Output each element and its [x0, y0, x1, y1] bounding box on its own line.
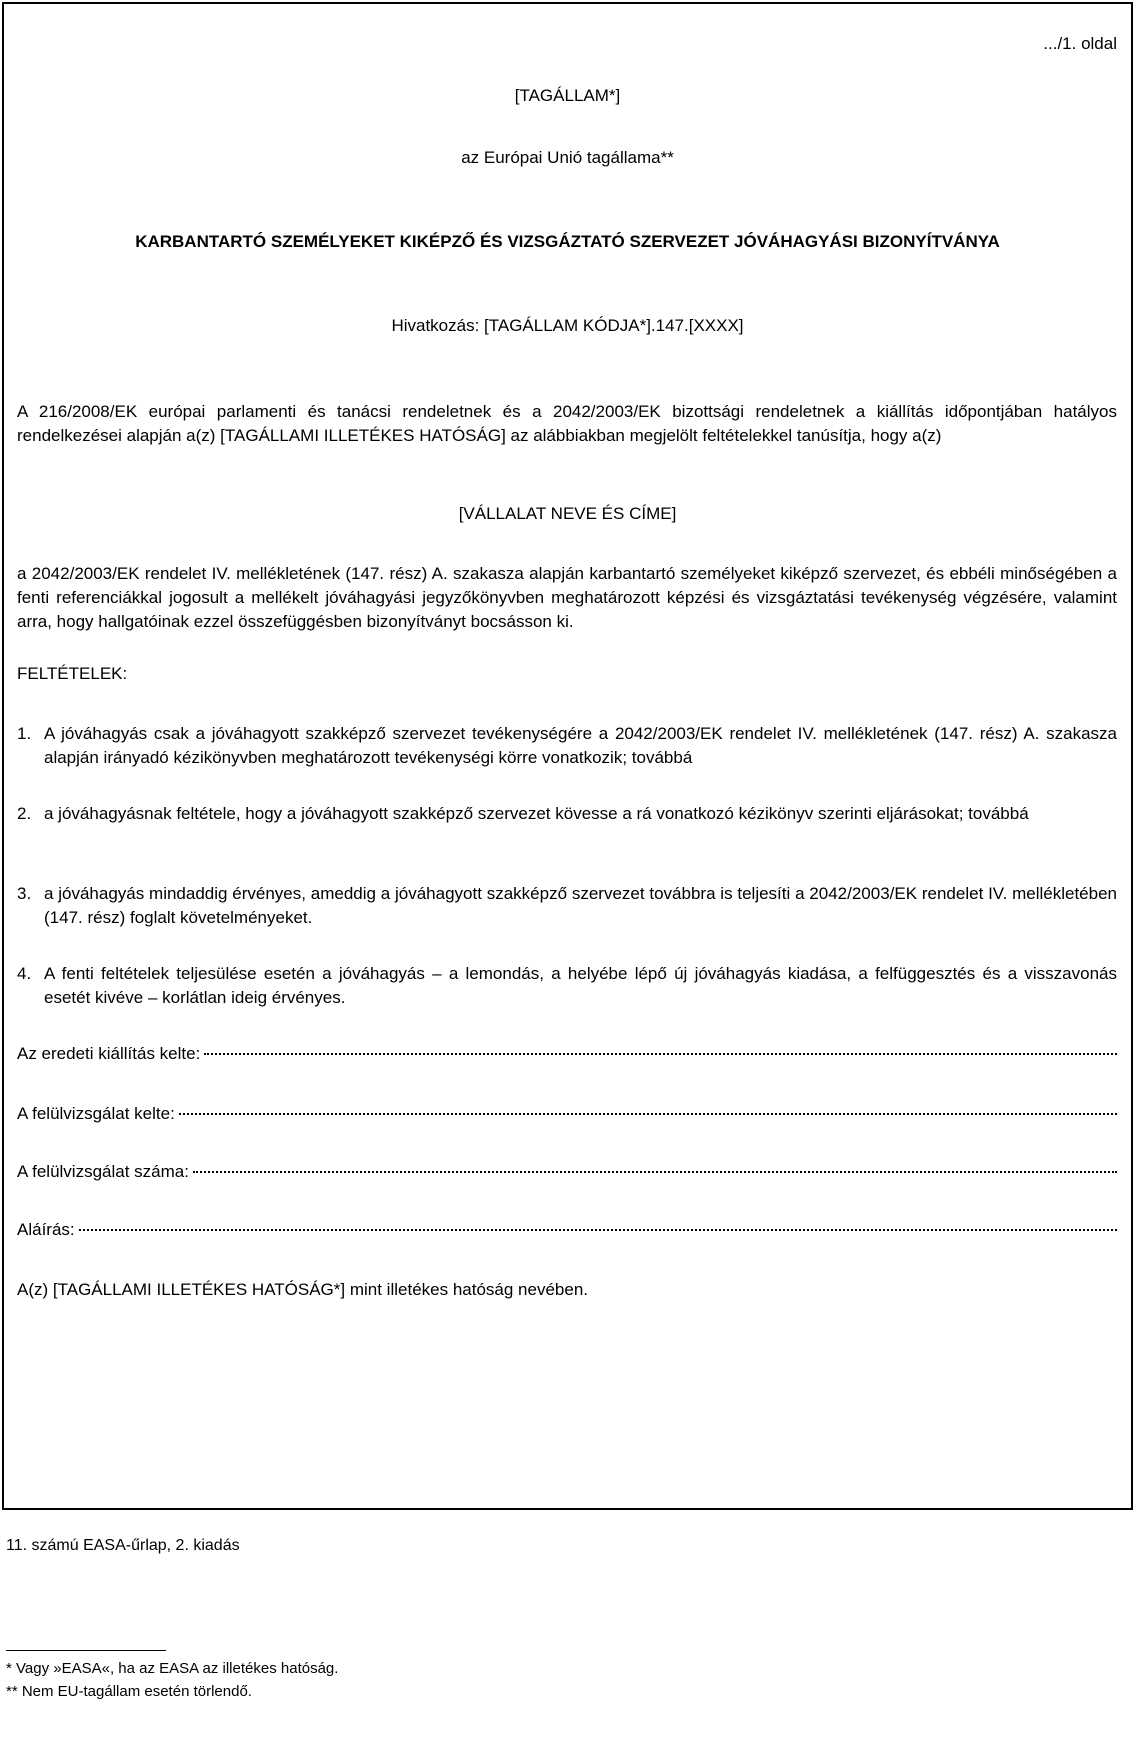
footnote-separator [6, 1650, 166, 1651]
review-number-field [17, 1160, 1117, 1184]
footnote: * Vagy »EASA«, ha az EASA az illetékes hatóság. [6, 1660, 339, 1677]
review-number-dotted-line [193, 1171, 1117, 1173]
certificate-frame [2, 2, 1133, 1510]
intro-paragraph: A 216/2008/EK európai parlamenti és tanácsi rendeletnek és a 2042/2003/EK bizottsági rendeletnek a kiállítás időpontjában hatályos rendelkezései alapján a(z) [TAGÁLLAMI ILLETÉKES HATÓSÁG] az alábbiakban megjelölt feltételekkel tanúsítja, hogy a(z) [17, 402, 1117, 445]
conditions-heading: FELTÉTELEK: [17, 664, 128, 683]
signature-label: Aláírás: [17, 1220, 75, 1239]
review-number-label: A felülvizsgálat száma: [17, 1162, 189, 1181]
condition-number: 3. [17, 884, 32, 903]
condition-item [17, 962, 1117, 1010]
original-date-dotted-line [204, 1053, 1117, 1055]
form-identifier: 11. számú EASA-űrlap, 2. kiadás [6, 1537, 240, 1554]
condition-item [17, 802, 1117, 826]
signature-dotted-line [79, 1229, 1117, 1231]
condition-number: 4. [17, 964, 32, 983]
condition-text: A fenti feltételek teljesülése esetén a jóváhagyás – a lemondás, a helyébe lépő új jóváhagyás kiadása, a felfüggesztés és a visszavonás esetét kivéve – korlátlan ideig érvényes. [44, 964, 1117, 1007]
original-date-field [17, 1042, 1117, 1066]
eu-member-label: az Európai Unió tagállama** [461, 148, 674, 167]
page-label: .../1. oldal [1043, 34, 1117, 53]
original-date-label: Az eredeti kiállítás kelte: [17, 1044, 201, 1063]
statement-paragraph: a 2042/2003/EK rendelet IV. mellékletének (147. rész) A. szakasza alapján karbantartó személyeket kiképző szervezet, és ebbéli minőségében a fenti referenciákkal jogosult a mellékelt jóváhagyási jegyzőkönyvben meghatározott képzési és vizsgáztatási tevékenység végzésére, valamint arra, hogy hallgatóinak ezzel összefüggésben bizonyítványt bocsásson ki. [17, 564, 1117, 631]
company-placeholder: [VÁLLALAT NEVE ÉS CÍME] [458, 504, 677, 523]
condition-number: 1. [17, 724, 32, 743]
on-behalf-line: A(z) [TAGÁLLAMI ILLETÉKES HATÓSÁG*] mint illetékes hatóság nevében. [17, 1280, 588, 1299]
review-date-field [17, 1102, 1117, 1126]
review-date-dotted-line [179, 1113, 1117, 1115]
reference-line: Hivatkozás: [TAGÁLLAM KÓDJA*].147.[XXXX] [391, 316, 744, 335]
condition-number: 2. [17, 804, 32, 823]
condition-text: A jóváhagyás csak a jóváhagyott szakképző szervezet tevékenységére a 2042/2003/EK rendelet IV. mellékletének (147. rész) A. szakasza alapján irányadó kézikönyvben meghatározott tevékenységi körre vonatkozik; továbbá [44, 724, 1117, 767]
signature-field [17, 1218, 1117, 1242]
review-date-label: A felülvizsgálat kelte: [17, 1104, 175, 1123]
condition-item [17, 722, 1117, 770]
footnote: ** Nem EU-tagállam esetén törlendő. [6, 1683, 252, 1700]
condition-text: a jóváhagyásnak feltétele, hogy a jóváhagyott szakképző szervezet kövesse a rá vonatkozó kézikönyv szerinti eljárásokat; továbbá [44, 804, 1029, 823]
condition-text: a jóváhagyás mindaddig érvényes, ameddig a jóváhagyott szakképző szervezet továbbra is teljesíti a 2042/2003/EK rendelet IV. mellékletében (147. rész) foglalt követelményeket. [44, 884, 1117, 927]
member-state: [TAGÁLLAM*] [514, 86, 621, 105]
certificate-title: KARBANTARTÓ SZEMÉLYEKET KIKÉPZŐ ÉS VIZSGÁZTATÓ SZERVEZET JÓVÁHAGYÁSI BIZONYÍTVÁNYA [135, 232, 1000, 251]
condition-item [17, 882, 1117, 930]
